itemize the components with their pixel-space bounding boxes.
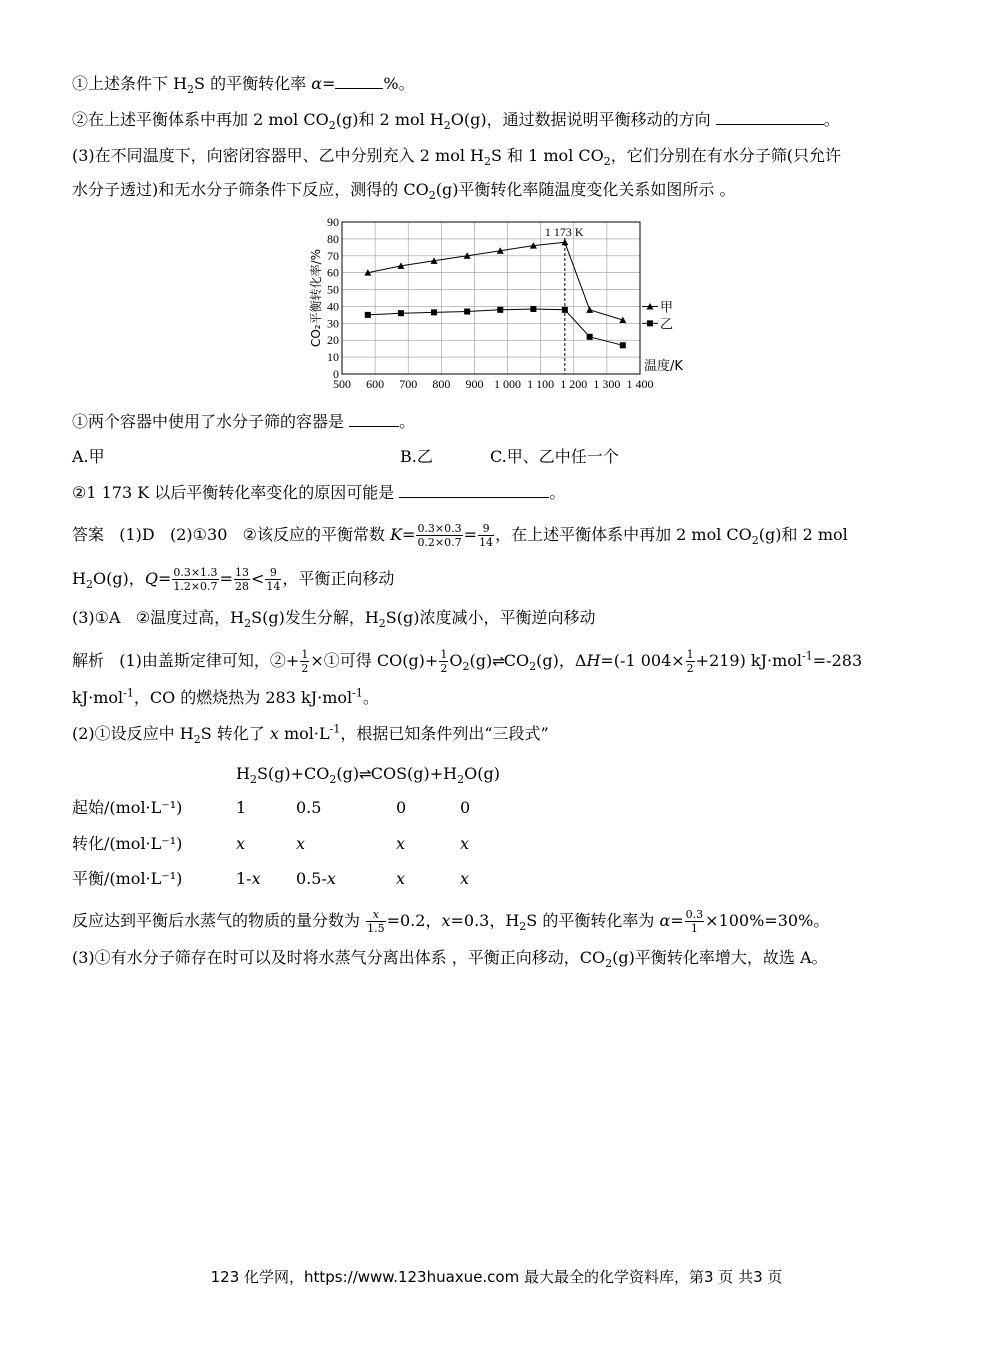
series-line-1	[368, 242, 623, 320]
data-point-square	[620, 342, 626, 348]
question-3a: (3)在不同温度下，向密闭容器甲、乙中分别充入 2 mol $H_2S$ 和 1 mol $CO_2$，它们分别在有水分子筛(只允许	[72, 146, 842, 169]
data-point-square	[497, 307, 503, 313]
table-cell: x	[296, 834, 306, 853]
table-cell: 0	[396, 798, 407, 817]
table-cell: x	[460, 834, 470, 853]
x-tick-label: 900	[465, 377, 484, 391]
legend-marker-square	[647, 320, 653, 326]
table-row-label: 起始/(mol·L⁻¹)	[72, 798, 183, 817]
data-point-square	[587, 334, 593, 340]
question-3-2: ②1 173 K 以后平衡转化率变化的原因可能是 。	[72, 483, 566, 502]
table-cell: 0.5	[296, 798, 322, 817]
x-tick-label: 1 100	[527, 377, 555, 391]
y-tick-label: 20	[327, 333, 339, 348]
page-footer: 123 化学网，https://www.123huaxue.com 最大最全的化学资料库，第3 页 共3 页	[210, 1268, 783, 1286]
table-cell: 1	[236, 798, 247, 817]
analysis-line-1: 解析 (1)由盖斯定律可知，②+ $\frac{1}{2}$ ×①可得 CO(g)+ $\frac{1}{2}$ $O_2(g)\rightleftharpoons CO_2(g)$，ΔH=(-1 004× $\frac{1}{2}$ +219) kJ·mol$^{-1}$=-283	[72, 648, 863, 675]
data-point-square	[431, 309, 437, 315]
data-point-square	[464, 309, 470, 315]
y-tick-label: 80	[327, 231, 339, 246]
legend-label: 乙	[660, 317, 674, 333]
y-tick-label: 10	[327, 350, 339, 365]
analysis-line-4: 反应达到平衡后水蒸气的物质的量分数为 $\frac{x}{1.5}$ =0.2，x=0.3，$H_2S$ 的平衡转化率为 α= $\frac{0.3}{1}$ ×100%=30%。	[72, 908, 830, 935]
x-tick-label: 800	[432, 377, 451, 391]
question-3b: 水分子透过)和无水分子筛条件下反应，测得的 $CO_2(g)$平衡转化率随温度变化关系如图所示 。	[72, 180, 736, 203]
x-axis-label: 温度/K	[644, 359, 683, 374]
answer-line-2: $H_2O(g)$，Q= $\frac{0.3\times 1.3}{1.2\times 0.7}$ = $\frac{13}{28}$ < $\frac{9}{14}$ ，平衡正向移动	[72, 566, 395, 593]
annotation-label: 1 173 K	[544, 225, 584, 239]
analysis-line-2: kJ·mol$^{-1}$，CO 的燃烧热为 283 kJ·mol$^{-1}$。	[72, 686, 379, 707]
conversion-chart	[300, 210, 700, 400]
x-tick-label: 700	[399, 377, 418, 391]
option-b: B.乙	[400, 447, 433, 466]
table-row-label: 平衡/(mol·L⁻¹)	[72, 869, 183, 888]
y-tick-label: 70	[327, 248, 339, 263]
option-a: A.甲	[72, 447, 105, 466]
table-cell: x	[460, 869, 470, 888]
data-point-square	[398, 310, 404, 316]
data-point-square	[562, 307, 568, 313]
y-axis-label: CO₂平衡转化率/%	[309, 248, 323, 348]
table-cell: 0	[460, 798, 471, 817]
x-tick-label: 1 200	[560, 377, 588, 391]
reaction-equation: $H_2S(g)+CO_2(g)\rightleftharpoons COS(g)+H_2O(g)$	[236, 764, 500, 787]
analysis-line-5: (3)①有水分子筛存在时可以及时将水蒸气分离出体系 ，平衡正向移动，$CO_2(g)$平衡转化率增大，故选 A。	[72, 948, 828, 971]
x-tick-label: 1 300	[593, 377, 621, 391]
x-tick-label: 1 400	[626, 377, 654, 391]
table-cell: x	[396, 869, 406, 888]
table-cell: 0.5-x	[296, 869, 336, 888]
y-tick-label: 0	[333, 367, 339, 381]
y-tick-label: 30	[327, 316, 339, 331]
data-point-triangle	[561, 239, 568, 246]
x-tick-label: 600	[366, 377, 385, 391]
question-1: ①上述条件下 $H_2S$ 的平衡转化率 α= %。	[72, 74, 415, 97]
table-cell: 1-x	[236, 869, 261, 888]
series-line-2	[368, 309, 623, 345]
y-tick-label: 40	[327, 299, 339, 314]
question-2: ②在上述平衡体系中再加 2 mol $CO_2(g)$和 2 mol $H_2O(g)$，通过数据说明平衡移动的方向 。	[72, 110, 840, 133]
option-c: C.甲、乙中任一个	[490, 447, 619, 466]
answer-line-3: (3)①A ②温度过高，$H_2S(g)$发生分解，$H_2S(g)$浓度减小，平衡逆向移动	[72, 608, 596, 631]
data-point-square	[530, 306, 536, 312]
data-point-square	[365, 312, 371, 318]
x-tick-label: 500	[333, 377, 351, 391]
legend-label: 甲	[660, 300, 674, 316]
table-row-label: 转化/(mol·L⁻¹)	[72, 834, 183, 853]
answer-line-1: 答案 (1)D (2)①30 ②该反应的平衡常数 K= $\frac{0.3\times 0.3}{0.2\times 0.7}$ = $\frac{9}{14}$ ，在上述平衡体系中再加 2 mol $CO_2(g)$和 2 mol	[72, 522, 848, 549]
table-cell: x	[396, 834, 406, 853]
analysis-line-3: (2)①设反应中 $H_2S$ 转化了 x $mol\cdot L^{-1}$，根据已知条件列出“三段式”	[72, 722, 549, 747]
y-tick-label: 50	[327, 282, 339, 297]
plot-frame	[342, 222, 640, 374]
data-point-triangle	[586, 306, 593, 313]
y-tick-label: 60	[327, 265, 339, 280]
x-tick-label: 1 000	[494, 377, 522, 391]
table-cell: x	[236, 834, 246, 853]
y-tick-label: 90	[327, 215, 339, 229]
question-3-1: ①两个容器中使用了水分子筛的容器是 。	[72, 412, 416, 431]
